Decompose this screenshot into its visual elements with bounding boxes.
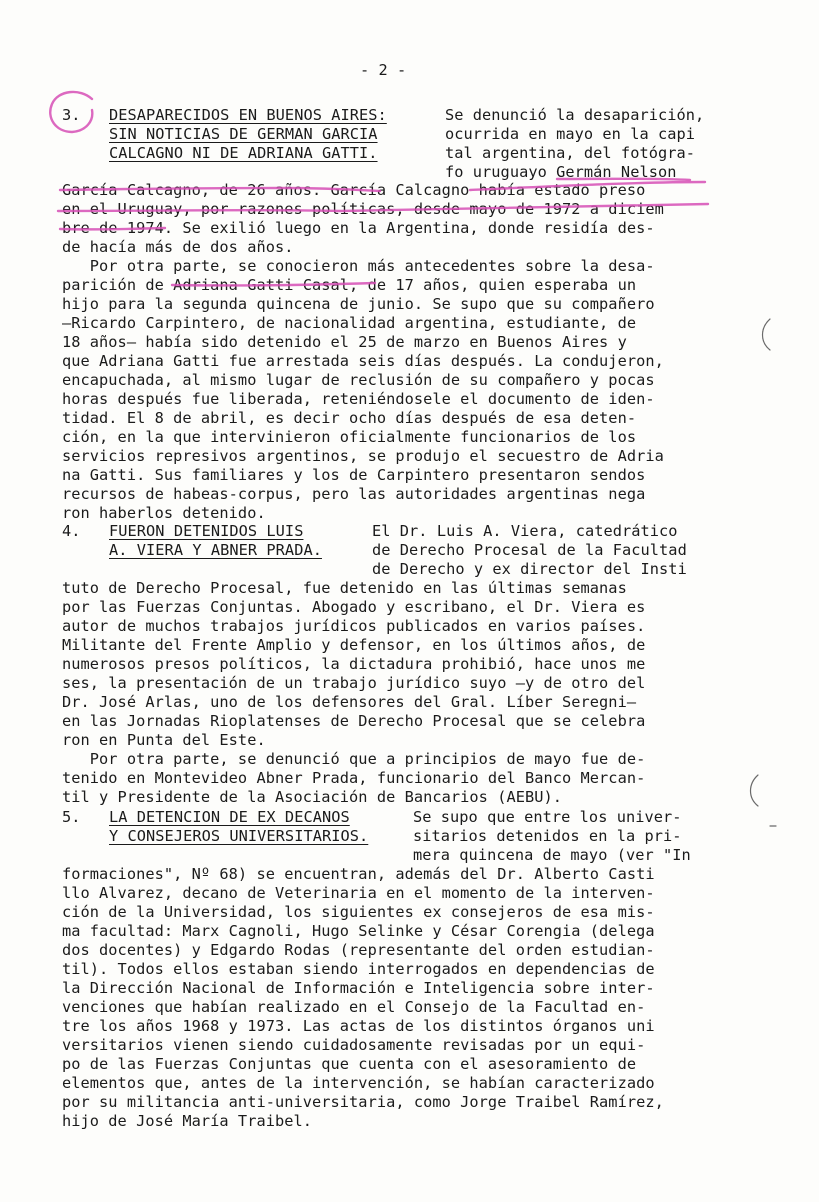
body-line: til). Todos ellos estaban siendo interrogados en dependencias de [62, 960, 655, 978]
body-line: ron haberlos detenido. [62, 504, 266, 522]
body-line: elementos que, antes de la intervención, se habían caracterizado [62, 1074, 655, 1092]
section-intro-line: de Derecho Procesal de la Facultad [372, 541, 687, 559]
body-line: de hacía más de dos años. [62, 238, 294, 256]
margin-parenthesis [751, 775, 759, 806]
section-number: 5. [62, 808, 81, 826]
body-line: 18 años— había sido detenido el 25 de marzo en Buenos Aires y [62, 333, 627, 351]
body-line: Por otra parte, se conocieron más antecedentes sobre la desa- [62, 257, 655, 275]
section-heading-line: CALCAGNO NI DE ADRIANA GATTI. [109, 144, 378, 162]
page-number: - 2 - [360, 61, 407, 79]
section-intro-line: tal argentina, del fotógra- [445, 144, 696, 162]
section-number: 3. [62, 106, 81, 124]
section-number: 4. [62, 522, 81, 540]
section-intro-line: El Dr. Luis A. Viera, catedrático [372, 522, 678, 540]
body-line: ma facultad: Marx Cagnoli, Hugo Selinke y César Corengia (delega [62, 922, 655, 940]
body-line: en el Uruguay, por razones políticas, desde mayo de 1972 a diciem [62, 200, 664, 218]
body-line: horas después fue liberada, reteniéndosele el documento de iden- [62, 390, 655, 408]
body-line: por su militancia anti-universitaria, como Jorge Traibel Ramírez, [62, 1093, 664, 1111]
section-heading-line: FUERON DETENIDOS LUIS [109, 522, 304, 540]
body-line: tenido en Montevideo Abner Prada, funcionario del Banco Mercan- [62, 769, 646, 787]
body-line: tidad. El 8 de abril, es decir ocho días después de esa deten- [62, 409, 637, 427]
body-line: ción, en la que intervinieron oficialmente funcionarios de los [62, 428, 637, 446]
body-line: Por otra parte, se denunció que a principios de mayo fue de- [62, 750, 646, 768]
body-line: en las Jornadas Rioplatenses de Derecho Procesal que se celebra [62, 712, 646, 730]
section-intro-line: mera quincena de mayo (ver "In [413, 846, 691, 864]
margin-parenthesis [763, 319, 771, 350]
body-line: tre los años 1968 y 1973. Las actas de los distintos órganos uni [62, 1017, 655, 1035]
body-line: versitarios vienen siendo cuidadosamente revisadas por un equi- [62, 1036, 646, 1054]
body-line: llo Alvarez, decano de Veterinaria en el momento de la interven- [62, 884, 655, 902]
body-line: —Ricardo Carpintero, de nacionalidad argentina, estudiante, de [62, 314, 637, 332]
body-line: ses, la presentación de un trabajo jurídico suyo —y de otro del [62, 674, 646, 692]
body-line: García Calcagno, de 26 años. García Calcagno había estado preso [62, 181, 646, 199]
body-line: encapuchada, al mismo lugar de reclusión de su compañero y pocas [62, 371, 655, 389]
section-heading-line: A. VIERA Y ABNER PRADA. [109, 541, 322, 559]
body-line: ción de la Universidad, los siguientes ex consejeros de esa mis- [62, 903, 655, 921]
body-line: Dr. José Arlas, uno de los defensores del Gral. Líber Seregni— [62, 693, 637, 711]
body-line: formaciones", Nº 68) se encuentran, además del Dr. Alberto Casti [62, 865, 655, 883]
section-intro-line: Se denunció la desaparición, [445, 106, 705, 124]
body-line: dos docentes) y Edgardo Rodas (representante del orden estudian- [62, 941, 655, 959]
body-line: numerosos presos políticos, la dictadura prohibió, hace unos me [62, 655, 646, 673]
body-line: autor de muchos trabajos jurídicos publicados en varios países. [62, 617, 646, 635]
section-intro-line: sitarios detenidos en la pri- [413, 827, 682, 845]
section-heading-line: LA DETENCION DE EX DECANOS [109, 808, 350, 826]
body-line: recursos de habeas-corpus, pero las autoridades argentinas nega [62, 485, 646, 503]
body-line: na Gatti. Sus familiares y los de Carpintero presentaron sendos [62, 466, 646, 484]
section-intro-line: de Derecho y ex director del Insti [372, 560, 687, 578]
body-line: po de las Fuerzas Conjuntas que cuenta con el asesoramiento de [62, 1055, 637, 1073]
body-line: tuto de Derecho Procesal, fue detenido en las últimas semanas [62, 579, 627, 597]
body-line: Militante del Frente Amplio y defensor, en los últimos años, de [62, 636, 646, 654]
body-line: ron en Punta del Este. [62, 731, 266, 749]
body-line: parición de Adriana Gatti Casal, de 17 años, quien esperaba un [62, 276, 637, 294]
section-intro-line: Se supo que entre los univer- [413, 808, 682, 826]
section-intro-line: fo uruguayo Germán Nelson [445, 163, 677, 181]
body-line: la Dirección Nacional de Información e Inteligencia sobre inter- [62, 979, 655, 997]
body-line: hijo para la segunda quincena de junio. Se supo que su compañero [62, 295, 655, 313]
body-line: por las Fuerzas Conjuntas. Abogado y escribano, el Dr. Viera es [62, 598, 646, 616]
body-line: venciones que habían realizado en el Consejo de la Facultad en- [62, 998, 646, 1016]
body-line: hijo de José María Traibel. [62, 1112, 313, 1130]
section-intro-line: ocurrida en mayo en la capi [445, 125, 696, 143]
body-line: bre de 1974. Se exilió luego en la Argentina, donde residía des- [62, 219, 655, 237]
body-line: servicios represivos argentinos, se produjo el secuestro de Adria [62, 447, 664, 465]
body-line: que Adriana Gatti fue arrestada seis días después. La condujeron, [62, 352, 664, 370]
section-heading-line: Y CONSEJEROS UNIVERSITARIOS. [109, 827, 369, 845]
section-heading-line: SIN NOTICIAS DE GERMAN GARCIA [109, 125, 378, 143]
body-line: til y Presidente de la Asociación de Bancarios (AEBU). [62, 788, 563, 806]
section-heading-line: DESAPARECIDOS EN BUENOS AIRES: [109, 106, 387, 124]
